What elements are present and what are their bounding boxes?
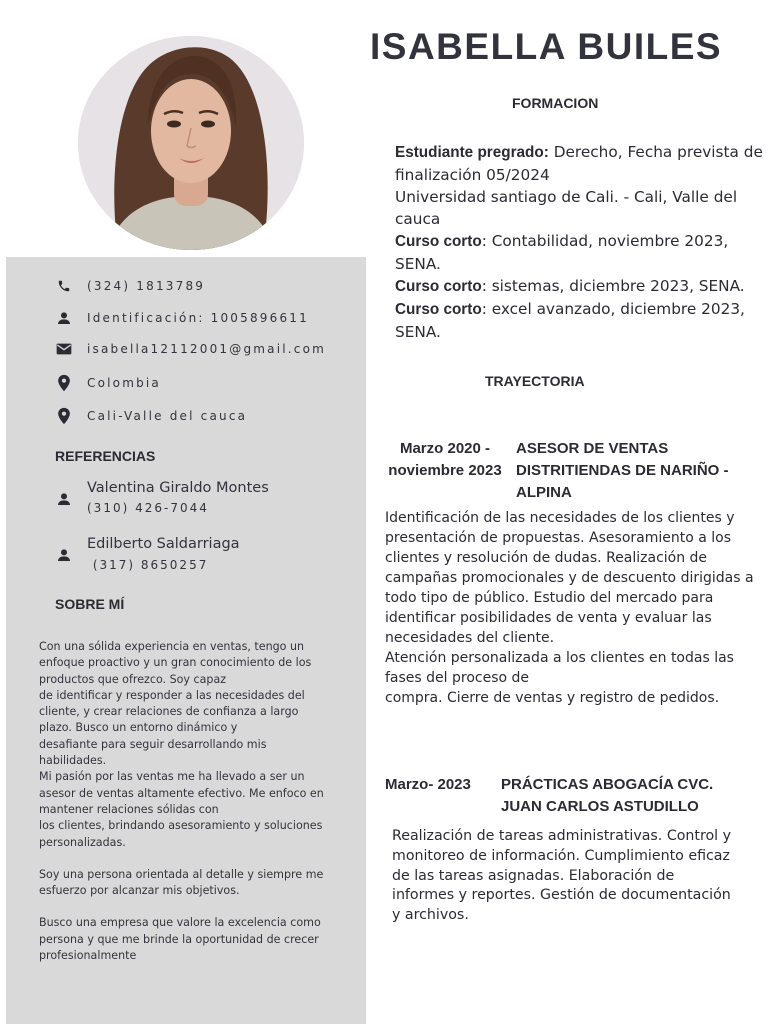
job-description (385, 508, 763, 708)
education-line (395, 230, 765, 275)
about-line: habilidades. (39, 754, 107, 768)
person-icon (56, 491, 72, 507)
contact-id (56, 308, 356, 328)
contact-phone (56, 276, 356, 296)
reference-name: Edilberto Saldarriaga (87, 536, 240, 552)
job-desc-line: y archivos. (392, 907, 469, 924)
contact-city (56, 406, 356, 426)
job-title (501, 774, 751, 818)
job-desc-line: compra. Cierre de ventas y registro de pedidos. (385, 690, 720, 706)
job-date-line: Marzo- 2023 (385, 776, 471, 793)
contact-country (56, 373, 356, 393)
job-desc-line: de las tareas asignadas. Elaboración de (392, 867, 675, 884)
profile-photo (78, 36, 304, 250)
reference-phone: (310) 426-7044 (87, 501, 209, 515)
job-desc-line: campañas promocionales y de descuento dirigidas a (385, 570, 754, 586)
education-label: Estudiante pregrado: (395, 144, 549, 161)
job-title-line: PRÁCTICAS ABOGACÍA CVC. (501, 776, 714, 793)
education-line (395, 275, 765, 298)
about-line: Con una sólida experiencia en ventas, tengo un (39, 640, 305, 653)
job-desc-line: Realización de tareas administrativas. Control y (392, 828, 732, 844)
job-description (392, 827, 752, 926)
job-title (516, 438, 756, 504)
reference-name: Valentina Giraldo Montes (87, 480, 269, 496)
about-line: personalizadas. (39, 835, 126, 849)
city-text: Cali-Valle del cauca (87, 409, 248, 423)
person-icon (56, 310, 72, 326)
about-line: asesor de ventas altamente efectivo. Me enfoco en (39, 786, 324, 800)
experience-title: TRAYECTORIA (485, 373, 585, 389)
mail-icon (56, 341, 72, 357)
person-icon (56, 547, 72, 563)
job-desc-line: necesidades del cliente. (385, 630, 555, 646)
education-label: Curso corto (395, 301, 482, 318)
education-text: : excel avanzado, diciembre 2023, SENA. (395, 300, 745, 341)
profile-photo-illustration (78, 36, 304, 250)
about-line: plazo. Busco un entorno dinámico y (39, 721, 238, 735)
education-line (395, 186, 765, 230)
id-text: Identificación: 1005896611 (87, 311, 309, 325)
about-line: cliente, y crear relaciones de confianza a largo (39, 705, 299, 719)
about-spacer (39, 899, 349, 915)
job-title-line: ASESOR DE VENTAS (516, 440, 669, 457)
education-label: Curso corto (395, 233, 482, 250)
education-line (395, 141, 765, 186)
phone-text: (324) 1813789 (87, 279, 206, 293)
job-desc-line: fases del proceso de (385, 670, 530, 686)
education-line (395, 298, 765, 343)
about-line: persona y que me brinde la oportunidad de crecer (39, 932, 319, 946)
education-text: Universidad santiago de Cali. - Cali, Valle del cauca (395, 188, 738, 228)
about-line: desafiante para seguir desarrollando mis (39, 737, 267, 751)
about-line: los clientes, brindando asesoramiento y soluciones (39, 819, 323, 833)
about-line: profesionalmente (39, 949, 137, 963)
about-line: esfuerzo por alcanzar mis objetivos. (39, 884, 240, 898)
job-desc-line: informes y reportes. Gestión de documentación (392, 887, 731, 904)
about-text (39, 639, 349, 964)
about-line: Soy una persona orientada al detalle y siempre me (39, 867, 324, 881)
job-date (385, 774, 485, 796)
job-title-line: ALPINA (516, 484, 572, 501)
about-line: Busco una empresa que valore la excelencia como (39, 916, 321, 930)
email-text[interactable]: isabella12112001@gmail.com (87, 342, 327, 356)
job-desc-line: identificar posibilidades de venta y evaluar las (385, 610, 712, 626)
education-title: FORMACION (512, 95, 599, 111)
reference-phone: (317) 8650257 (87, 558, 209, 572)
job-desc-line: clientes y resolución de dudas. Realización de (385, 550, 708, 566)
about-line: enfoque proactivo y un gran conocimiento de los (39, 656, 312, 670)
phone-icon (56, 278, 72, 294)
about-line: mantener relaciones sólidas con (39, 802, 219, 816)
about-line: de identificar y responder a las necesidades del (39, 688, 305, 702)
education-label: Curso corto (395, 278, 482, 295)
job-title-line: JUAN CARLOS ASTUDILLO (501, 798, 699, 815)
location-pin-icon (56, 408, 72, 424)
job-desc-line: todo tipo de público. Estudio del mercado para (385, 590, 714, 606)
about-spacer (39, 851, 349, 867)
job-desc-line: presentación de propuestas. Asesoramiento a los (385, 530, 732, 546)
education-text: : sistemas, diciembre 2023, SENA. (481, 277, 745, 295)
job-date-line: Marzo 2020 - (399, 440, 491, 457)
location-pin-icon (56, 375, 72, 391)
about-title: SOBRE MÍ (55, 596, 125, 612)
job-desc-line: monitoreo de información. Cumplimiento eficaz (392, 847, 730, 864)
contact-email[interactable] (56, 339, 356, 359)
references-title: REFERENCIAS (55, 448, 156, 464)
candidate-name: ISABELLA BUILES (370, 26, 723, 67)
about-line: productos que ofrezco. Soy capaz (39, 672, 227, 686)
job-title-line: DISTRITIENDAS DE NARIÑO - (516, 462, 729, 479)
education-text: Derecho, Fecha prevista de finalización 05/2024 (395, 143, 763, 184)
job-desc-line: Identificación de las necesidades de los clientes y (385, 510, 735, 526)
job-desc-line: Atención personalizada a los clientes en todas las (385, 650, 734, 666)
education-block (395, 141, 765, 343)
education-text: : Contabilidad, noviembre 2023, SENA. (395, 232, 729, 273)
about-line: Mi pasión por las ventas me ha llevado a ser un (39, 770, 305, 784)
job-date (380, 438, 510, 482)
job-date-line: noviembre 2023 (388, 462, 502, 479)
country-text: Colombia (87, 376, 161, 390)
